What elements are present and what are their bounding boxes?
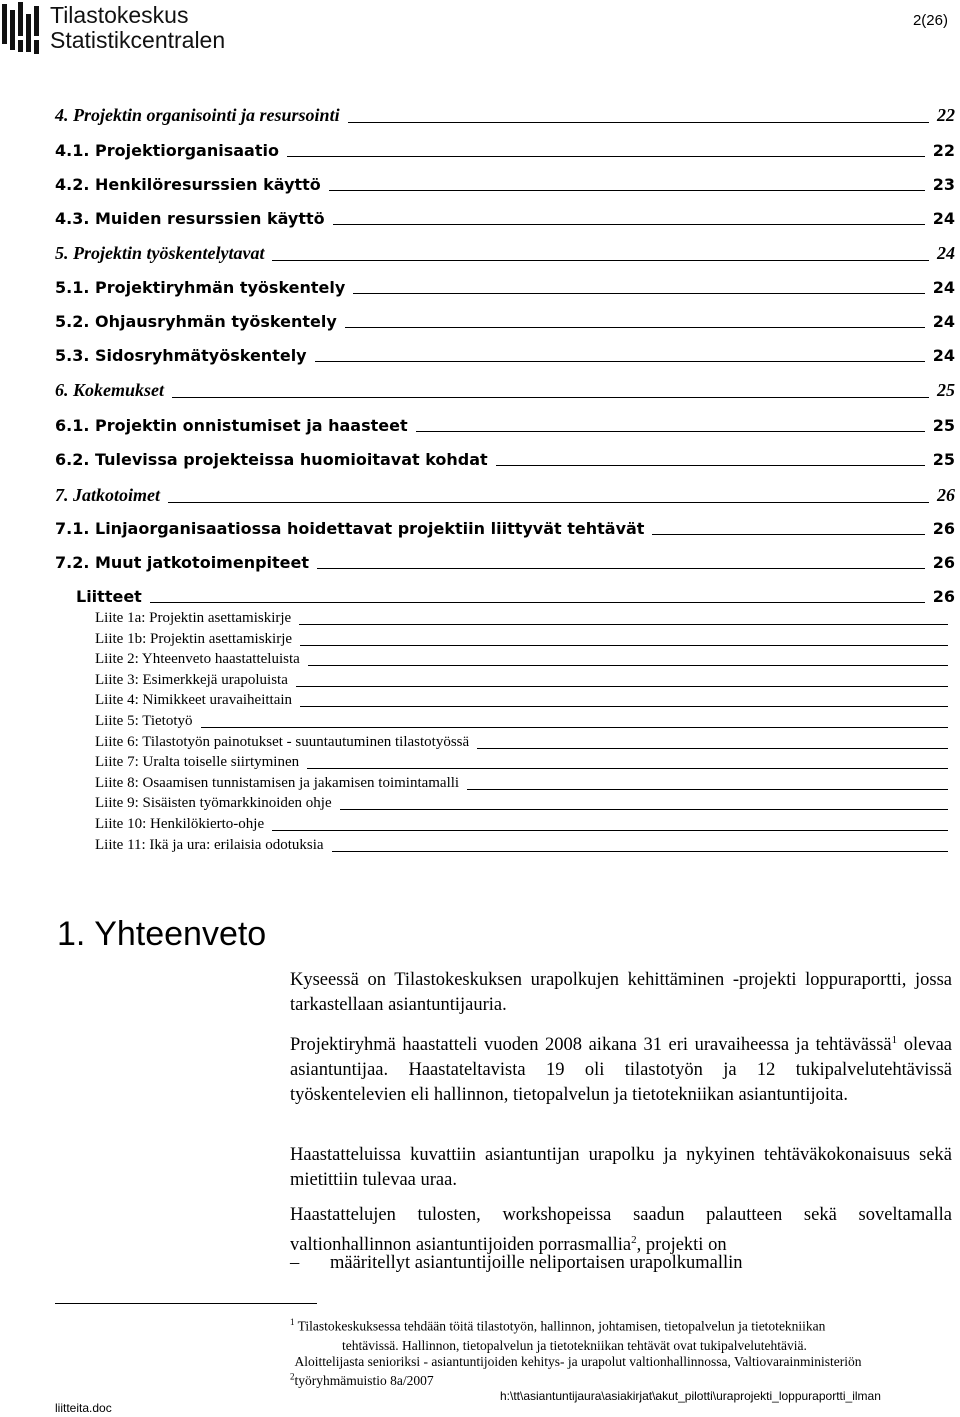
toc-leader-line xyxy=(416,431,925,432)
footnote-ref-1[interactable]: 1 xyxy=(891,1034,898,1046)
appendix-entry[interactable] xyxy=(95,754,948,771)
toc-leader-line xyxy=(168,502,929,503)
appendix-entry[interactable] xyxy=(95,837,948,854)
appendix-label: Liite 5: Tietotyö xyxy=(95,713,193,729)
toc-leader-line xyxy=(272,260,929,261)
toc-entry-label: 7.2. Muut jatkotoimenpiteet xyxy=(55,553,310,572)
logo-line-1: Tilastokeskus xyxy=(50,2,189,28)
footer-filepath: h:\tt\asiantuntijaura\asiakirjat\akut_pilotti\uraprojekti_loppuraportti_ilman xyxy=(500,1389,881,1403)
appendix-entry[interactable] xyxy=(95,610,948,627)
toc-entry[interactable] xyxy=(55,278,955,297)
toc-entry-label: Liitteet xyxy=(76,587,142,606)
paragraph-2 xyxy=(290,1028,952,1108)
appendix-entry[interactable] xyxy=(95,692,948,709)
paragraph-4-text-b: , projekti on xyxy=(636,1235,727,1256)
toc-entry-page: 24 xyxy=(932,312,955,331)
footnote-1-text-a: Tilastokeskuksessa tehdään töitä tilastotyön, hallinnon, johtamisen, tietopalvelun ja tietotekniikan xyxy=(294,1318,826,1334)
appendix-leader-line xyxy=(272,830,948,831)
toc-leader-line xyxy=(345,327,925,328)
toc-entry[interactable] xyxy=(55,553,955,572)
toc-entry-label: 4. Projektin organisointi ja resursointi xyxy=(55,105,340,125)
toc-entry-label: 6.1. Projektin onnistumiset ja haasteet xyxy=(55,416,408,435)
appendix-label: Liite 8: Osaamisen tunnistamisen ja jakamisen toimintamalli xyxy=(95,774,460,791)
toc-entry-page: 25 xyxy=(937,380,955,400)
appendix-leader-line xyxy=(308,665,948,666)
paragraph-4 xyxy=(290,1203,952,1258)
appendix-label: Liite 10: Henkilökierto-ohje xyxy=(95,816,265,832)
appendix-leader-line xyxy=(300,645,948,646)
appendix-leader-line xyxy=(467,789,948,790)
list-item: määritellyt asiantuntijoille neliportaisen urapolkumallin xyxy=(330,1253,743,1273)
toc-leader-line xyxy=(329,190,925,191)
appendix-leader-line xyxy=(299,624,948,625)
appendix-label: Liite 7: Uralta toiselle siirtyminen xyxy=(95,754,300,771)
toc-entry[interactable] xyxy=(55,346,955,365)
toc-entry-page: 25 xyxy=(932,450,955,469)
logo-line-2: Statistikcentralen xyxy=(50,27,226,53)
footnote-2-text: Aloittelijasta senioriksi - asiantuntijoiden kehitys- ja urapolut valtionhallinnossa, Valtiovarainministeriön työryhmämuistio 8a/2007 xyxy=(294,1354,862,1388)
toc-leader-line xyxy=(315,361,925,362)
toc-entry[interactable] xyxy=(55,243,955,264)
footer-filename: liitteita.doc xyxy=(55,1401,112,1415)
toc-entry-page: 26 xyxy=(932,553,955,572)
toc-entry-page: 23 xyxy=(932,175,955,194)
appendix-label: Liite 11: Ikä ja ura: erilaisia odotuksia xyxy=(95,836,324,853)
appendix-entry[interactable] xyxy=(95,775,948,792)
toc-entry-page: 26 xyxy=(932,519,955,538)
paragraph-1: Kyseessä on Tilastokeskuksen urapolkujen kehittäminen -projekti loppuraportti, jossa tarkastellaan asiantuntijauria. xyxy=(290,970,952,1015)
toc-entry-label: 7.1. Linjaorganisaatiossa hoidettavat projektiin liittyvät tehtävät xyxy=(55,519,645,538)
toc-entry-label: 5.3. Sidosryhmätyöskentely xyxy=(55,346,307,365)
paragraph-3: Haastatteluissa kuvattiin asiantuntijan urapolku ja nykyinen tehtäväkokonaisuus sekä mietittiin tulevaa uraa. xyxy=(290,1145,952,1190)
appendix-leader-line xyxy=(201,727,948,728)
toc-entry[interactable] xyxy=(55,209,955,228)
paragraph-2-text-a: Projektiryhmä haastatteli vuoden 2008 aikana 31 eri uravaiheessa ja tehtävässä xyxy=(290,1035,892,1056)
page-number: 2(26) xyxy=(912,12,948,29)
footnote-1 xyxy=(290,1313,960,1355)
toc-entry-label: 4.1. Projektiorganisaatio xyxy=(55,141,279,160)
toc-entry-page: 22 xyxy=(937,105,955,125)
footnote-separator xyxy=(55,1303,317,1304)
toc-entry-label: 5.1. Projektiryhmän työskentely xyxy=(55,278,346,297)
appendix-label: Liite 1a: Projektin asettamiskirje xyxy=(95,610,292,626)
toc-entry[interactable] xyxy=(55,416,955,435)
toc-entry-page: 26 xyxy=(937,485,955,505)
appendix-entry[interactable] xyxy=(95,631,948,648)
toc-entry-label: 7. Jatkotoimet xyxy=(55,485,160,505)
toc-leader-line xyxy=(317,568,925,569)
appendix-label: Liite 3: Esimerkkejä urapoluista xyxy=(95,671,288,688)
footnote-ref-2[interactable]: 2 xyxy=(631,1234,637,1246)
appendix-entry[interactable] xyxy=(95,713,948,730)
appendix-label: Liite 9: Sisäisten työmarkkinoiden ohje xyxy=(95,795,332,812)
toc-entry-label: 6.2. Tulevissa projekteissa huomioitavat kohdat xyxy=(55,450,488,469)
footnote-1-number: 1 xyxy=(290,1317,295,1327)
appendix-label: Liite 2: Yhteenveto haastatteluista xyxy=(95,651,300,668)
appendix-leader-line xyxy=(296,686,948,687)
toc-entry-label: 5. Projektin työskentelytavat xyxy=(55,243,265,263)
toc-entry[interactable] xyxy=(55,175,955,194)
footnote-1-text-b: tehtävissä. Hallinnon, tietopalvelun ja tietotekniikan tehtävät ovat tukipalvelutehtäviä. xyxy=(342,1337,807,1353)
toc-entry[interactable] xyxy=(55,312,955,331)
toc-entry[interactable] xyxy=(55,450,955,469)
toc-entry-label: 4.3. Muiden resurssien käyttö xyxy=(55,209,325,228)
toc-leader-line xyxy=(333,224,925,225)
toc-entry-page: 22 xyxy=(932,141,955,160)
paragraph-4-text-a: Haastattelujen tulosten, workshopeissa saadun palautteen sekä soveltamalla valtionhallinnon asiantuntijoiden porrasmallia xyxy=(290,1205,952,1256)
toc-entry-label: 5.2. Ohjausryhmän työskentely xyxy=(55,312,337,331)
toc-leader-line xyxy=(150,602,925,603)
appendix-entry[interactable] xyxy=(95,795,948,812)
appendix-entry[interactable] xyxy=(95,672,948,689)
toc-leader-line xyxy=(348,122,929,123)
toc-entry-page: 25 xyxy=(932,416,955,435)
toc-entry-page: 24 xyxy=(932,209,955,228)
toc-entry[interactable] xyxy=(76,587,955,606)
toc-leader-line xyxy=(652,534,924,535)
toc-entry[interactable] xyxy=(55,519,955,538)
appendix-leader-line xyxy=(307,768,948,769)
appendix-leader-line xyxy=(300,706,948,707)
footnote-2-number: 2 xyxy=(290,1371,295,1382)
toc-entry-page: 24 xyxy=(932,278,955,297)
appendix-leader-line xyxy=(477,748,948,749)
toc-entry-label: 4.2. Henkilöresurssien käyttö xyxy=(55,175,321,194)
footnote-2 xyxy=(290,1352,960,1390)
toc-entry-page: 24 xyxy=(937,243,955,263)
appendix-label: Liite 1b: Projektin asettamiskirje xyxy=(95,630,293,647)
toc-leader-line xyxy=(353,293,924,294)
toc-entry-page: 26 xyxy=(932,587,955,606)
list-dash: – xyxy=(290,1253,300,1273)
appendix-leader-line xyxy=(332,851,948,852)
toc-entry[interactable] xyxy=(55,141,955,160)
appendix-label: Liite 6: Tilastotyön painotukset - suuntautuminen tilastotyössä xyxy=(95,733,470,750)
section-heading: 1. Yhteenveto xyxy=(57,915,267,953)
toc-leader-line xyxy=(287,156,925,157)
toc-entry-label: 6. Kokemukset xyxy=(55,380,165,400)
appendix-label: Liite 4: Nimikkeet uravaiheittain xyxy=(95,692,293,709)
toc-leader-line xyxy=(172,397,929,398)
toc-entry[interactable] xyxy=(55,380,955,401)
paragraph-2-text-b: olevaa asiantuntijaa. Haastateltavista 19 oli tilastotyön ja 12 tukipalvelutehtävissä työskentelevien eli hallinnon, tietopalvelun ja tietotekniikan asiantuntijoita. xyxy=(290,1035,952,1106)
toc-leader-line xyxy=(496,465,925,466)
toc-entry-page: 24 xyxy=(932,346,955,365)
logo-wordmark xyxy=(50,3,225,53)
toc-entry[interactable] xyxy=(55,105,955,126)
appendix-entry[interactable] xyxy=(95,734,948,751)
appendix-leader-line xyxy=(340,809,948,810)
toc-entry[interactable] xyxy=(55,485,955,506)
appendix-entry[interactable] xyxy=(95,651,948,668)
appendix-entry[interactable] xyxy=(95,816,948,833)
